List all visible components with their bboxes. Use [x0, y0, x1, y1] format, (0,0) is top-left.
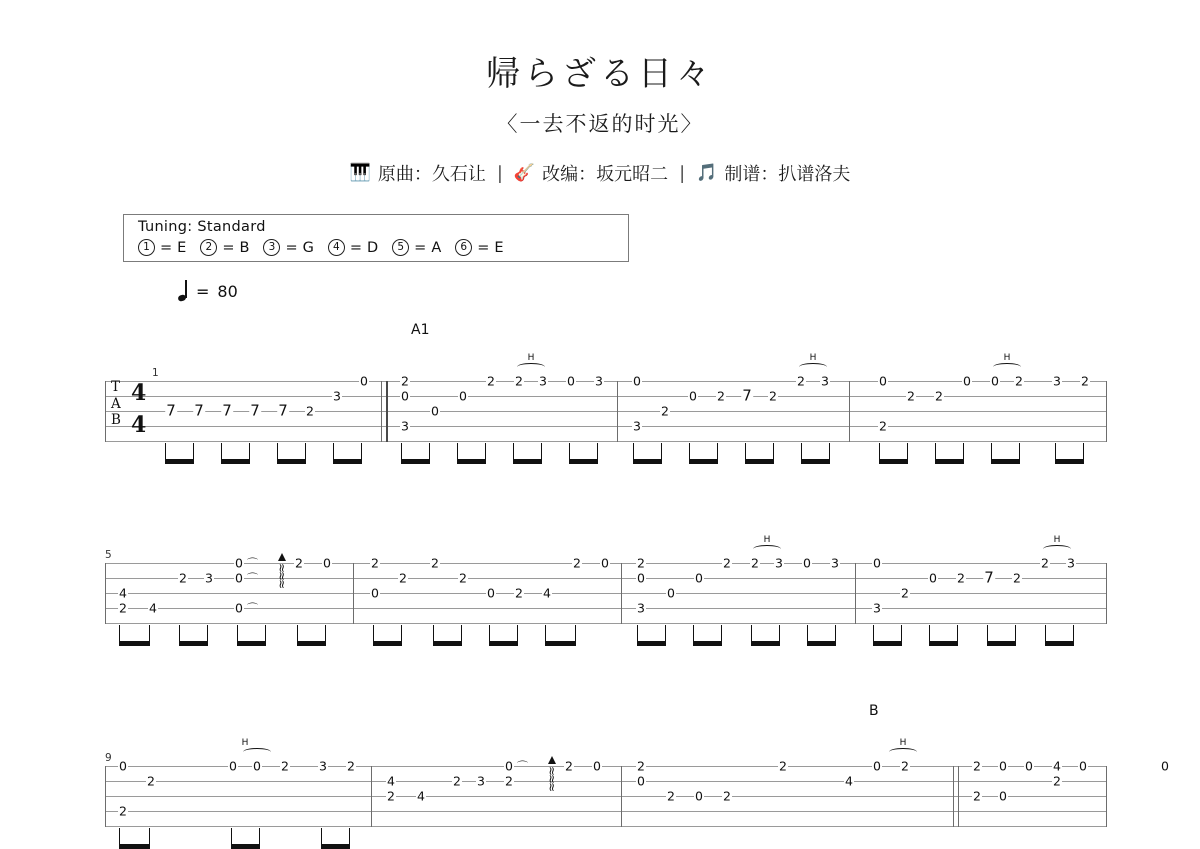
- measure-number: 5: [105, 549, 112, 561]
- equals-sign: =: [414, 239, 427, 256]
- tuning-string-2: [200, 239, 249, 256]
- string-note: A: [431, 239, 442, 256]
- string-number: 3: [263, 239, 280, 256]
- section-label-b: B: [869, 703, 879, 719]
- tab-staff: 4 2 4 2 3 0 0 0 ⌒ ⌒ ⌒ ≈≈≈ 2 0 2 2 0 2 2 0 2 4 2 0 2 0 3 0 0 2 2 3 0 3 H 0 3 2 0 2 7 2 2 3 H: [105, 563, 1107, 625]
- time-signature: 4 4: [131, 380, 147, 438]
- credit-separator-2: |: [679, 162, 686, 184]
- string-number: 5: [392, 239, 409, 256]
- tab-clef: T A B: [111, 379, 121, 428]
- staff-system-2: [105, 535, 1107, 625]
- string-number: 1: [138, 239, 155, 256]
- tab-staff: T A B 4 4 7 7 7 7 7 2 3 0 2 0 3 0 0 2 2 3 0 3 H 0 3 2 0 2 7 2 2 3 H 0 2 2 0 0 2 2 3 2 H: [105, 381, 1107, 443]
- tempo-bpm: 80: [217, 281, 238, 301]
- credit-arranger: 改编：坂元昭二: [542, 164, 669, 185]
- string-number: 6: [455, 239, 472, 256]
- note-icon: 🎵: [696, 163, 718, 183]
- tuning-string-1: [138, 239, 186, 256]
- tuning-string-5: [392, 239, 441, 256]
- string-note: E: [177, 239, 187, 256]
- staff-system-3: [105, 738, 1169, 828]
- credit-separator-1: |: [496, 162, 503, 184]
- tuning-string-3: [263, 239, 313, 256]
- equals-sign: =: [285, 239, 298, 256]
- equals-sign: =: [160, 239, 173, 256]
- tuning-string-6: [455, 239, 503, 256]
- tempo-marking: [178, 280, 238, 302]
- credit-transcriber: 制谱：扒谱洛夫: [724, 164, 851, 185]
- tuning-label: Tuning: Standard: [138, 219, 266, 235]
- string-note: D: [367, 239, 379, 256]
- measure-number: 1: [152, 367, 159, 379]
- tuning-box: [123, 214, 629, 262]
- string-note: E: [494, 239, 504, 256]
- tuning-string-4: [328, 239, 378, 256]
- quarter-note-icon: [178, 280, 188, 302]
- staff-system-1: [105, 353, 1107, 443]
- section-label-a1: A1: [411, 322, 430, 338]
- equals-sign: =: [349, 239, 362, 256]
- credit-original: 原曲：久石让: [377, 164, 486, 185]
- tempo-equals: =: [196, 281, 210, 301]
- string-note: G: [302, 239, 314, 256]
- equals-sign: =: [222, 239, 235, 256]
- string-number: 2: [200, 239, 217, 256]
- credits-line: [0, 160, 1200, 186]
- tab-staff: 0 2 2 0 0 2 3 2 H 4 2 4 2 3 0 2 ⌒ ≈≈≈ 2 0 2 0 2 0 2 2 4 0 2 H 2 0 0 4 2 0 0 2 0: [105, 766, 1107, 828]
- page-title: 帰らざる日々: [486, 54, 714, 94]
- equals-sign: =: [477, 239, 490, 256]
- guitar-icon: 🎸: [513, 163, 536, 183]
- string-note: B: [239, 239, 250, 256]
- tuning-strings: [138, 239, 504, 256]
- string-number: 4: [328, 239, 345, 256]
- piano-icon: 🎹: [349, 163, 371, 183]
- measure-number: 9: [105, 752, 112, 764]
- page-subtitle: 〈一去不返的时光〉: [496, 112, 704, 136]
